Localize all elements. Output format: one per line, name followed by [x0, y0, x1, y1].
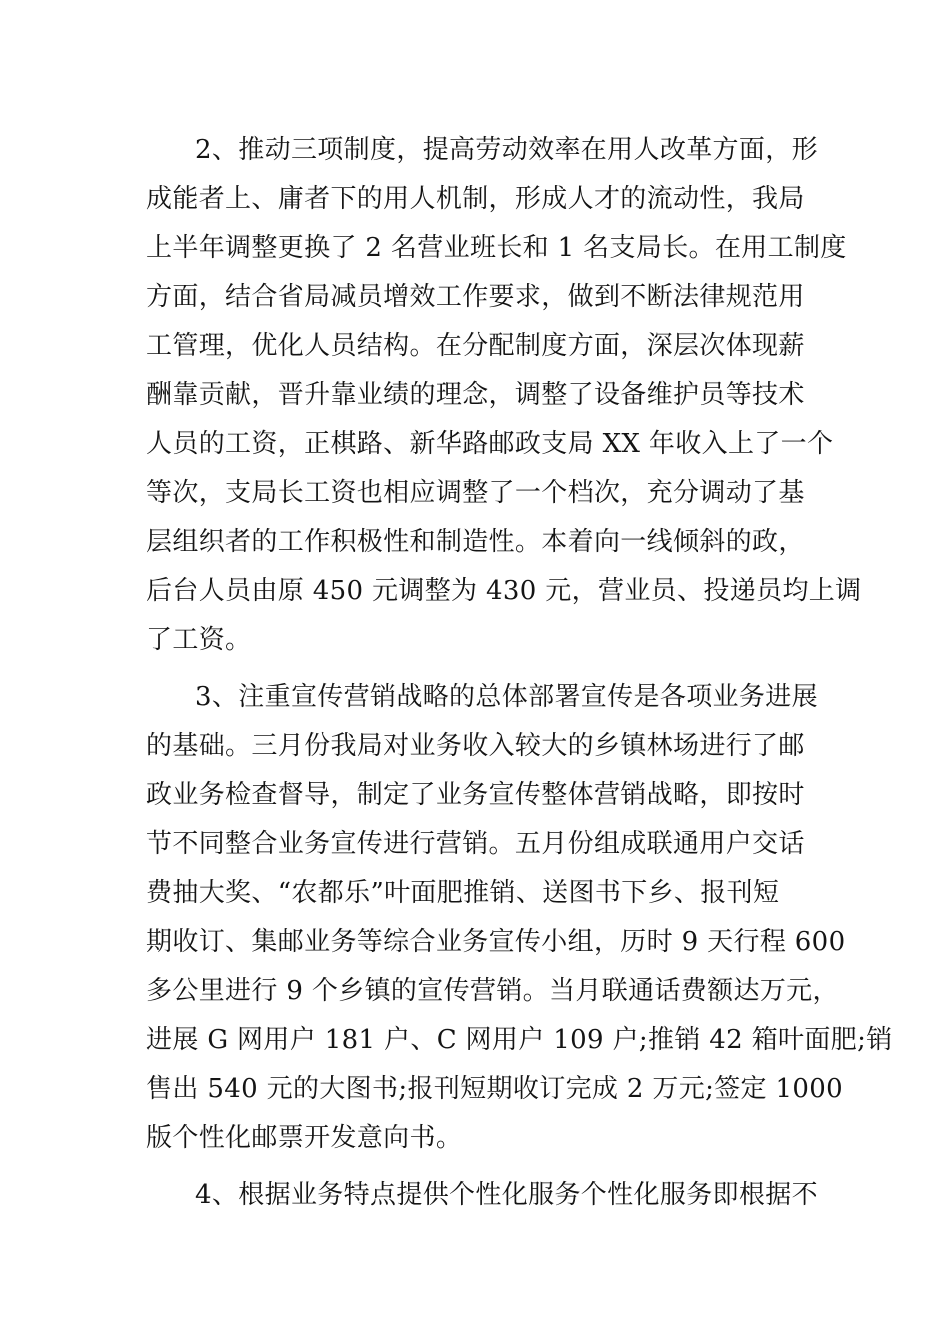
paragraph-3-line-10: 版个性化邮票开发意向书。 [146, 1123, 463, 1153]
paragraph-2-line-9: 层组织者的工作积极性和制造性。本着向一线倾斜的政， [146, 527, 805, 557]
paragraph-3-line-7: 多公里进行 9 个乡镇的宣传营销。当月联通话费额达万元， [146, 976, 839, 1006]
paragraph-3-line-8: 进展 G 网用户 181 户、C 网用户 109 户;推销 42 箱叶面肥;销 [146, 1025, 893, 1055]
paragraph-2-line-1: 2、推动三项制度，提高劳动效率在用人改革方面，形 [195, 135, 818, 165]
paragraph-4-line-1: 4、根据业务特点提供个性化服务个性化服务即根据不 [195, 1180, 818, 1210]
paragraph-3-line-6: 期收订、集邮业务等综合业务宣传小组，历时 9 天行程 600 [146, 927, 846, 957]
paragraph-2-line-8: 等次，支局长工资也相应调整了一个档次，充分调动了基 [146, 478, 805, 508]
paragraph-2-line-11: 了工资。 [146, 625, 252, 655]
paragraph-2-line-5: 工管理，优化人员结构。在分配制度方面，深层次体现薪 [146, 331, 805, 361]
paragraph-3-line-5: 费抽大奖、“农都乐”叶面肥推销、送图书下乡、报刊短 [146, 878, 780, 908]
paragraph-2-line-2: 成能者上、庸者下的用人机制，形成人才的流动性，我局 [146, 184, 805, 214]
paragraph-3-line-3: 政业务检查督导，制定了业务宣传整体营销战略，即按时 [146, 780, 805, 810]
paragraph-3-line-2: 的基础。三月份我局对业务收入较大的乡镇林场进行了邮 [146, 731, 805, 761]
paragraph-2-line-3: 上半年调整更换了 2 名营业班长和 1 名支局长。在用工制度 [146, 233, 847, 263]
paragraph-3-line-9: 售出 540 元的大图书;报刊短期收订完成 2 万元;签定 1000 [146, 1074, 844, 1104]
paragraph-2-line-4: 方面，结合省局减员增效工作要求，做到不断法律规范用 [146, 282, 805, 312]
paragraph-3-line-1: 3、注重宣传营销战略的总体部署宣传是各项业务进展 [195, 682, 818, 712]
paragraph-3-line-4: 节不同整合业务宣传进行营销。五月份组成联通用户交话 [146, 829, 805, 859]
paragraph-2-line-10: 后台人员由原 450 元调整为 430 元，营业员、投递员均上调 [146, 576, 862, 606]
paragraph-2-line-6: 酬靠贡献，晋升靠业绩的理念，调整了设备维护员等技术 [146, 380, 805, 410]
paragraph-2-line-7: 人员的工资，正棋路、新华路邮政支局 XX 年收入上了一个 [146, 429, 834, 459]
